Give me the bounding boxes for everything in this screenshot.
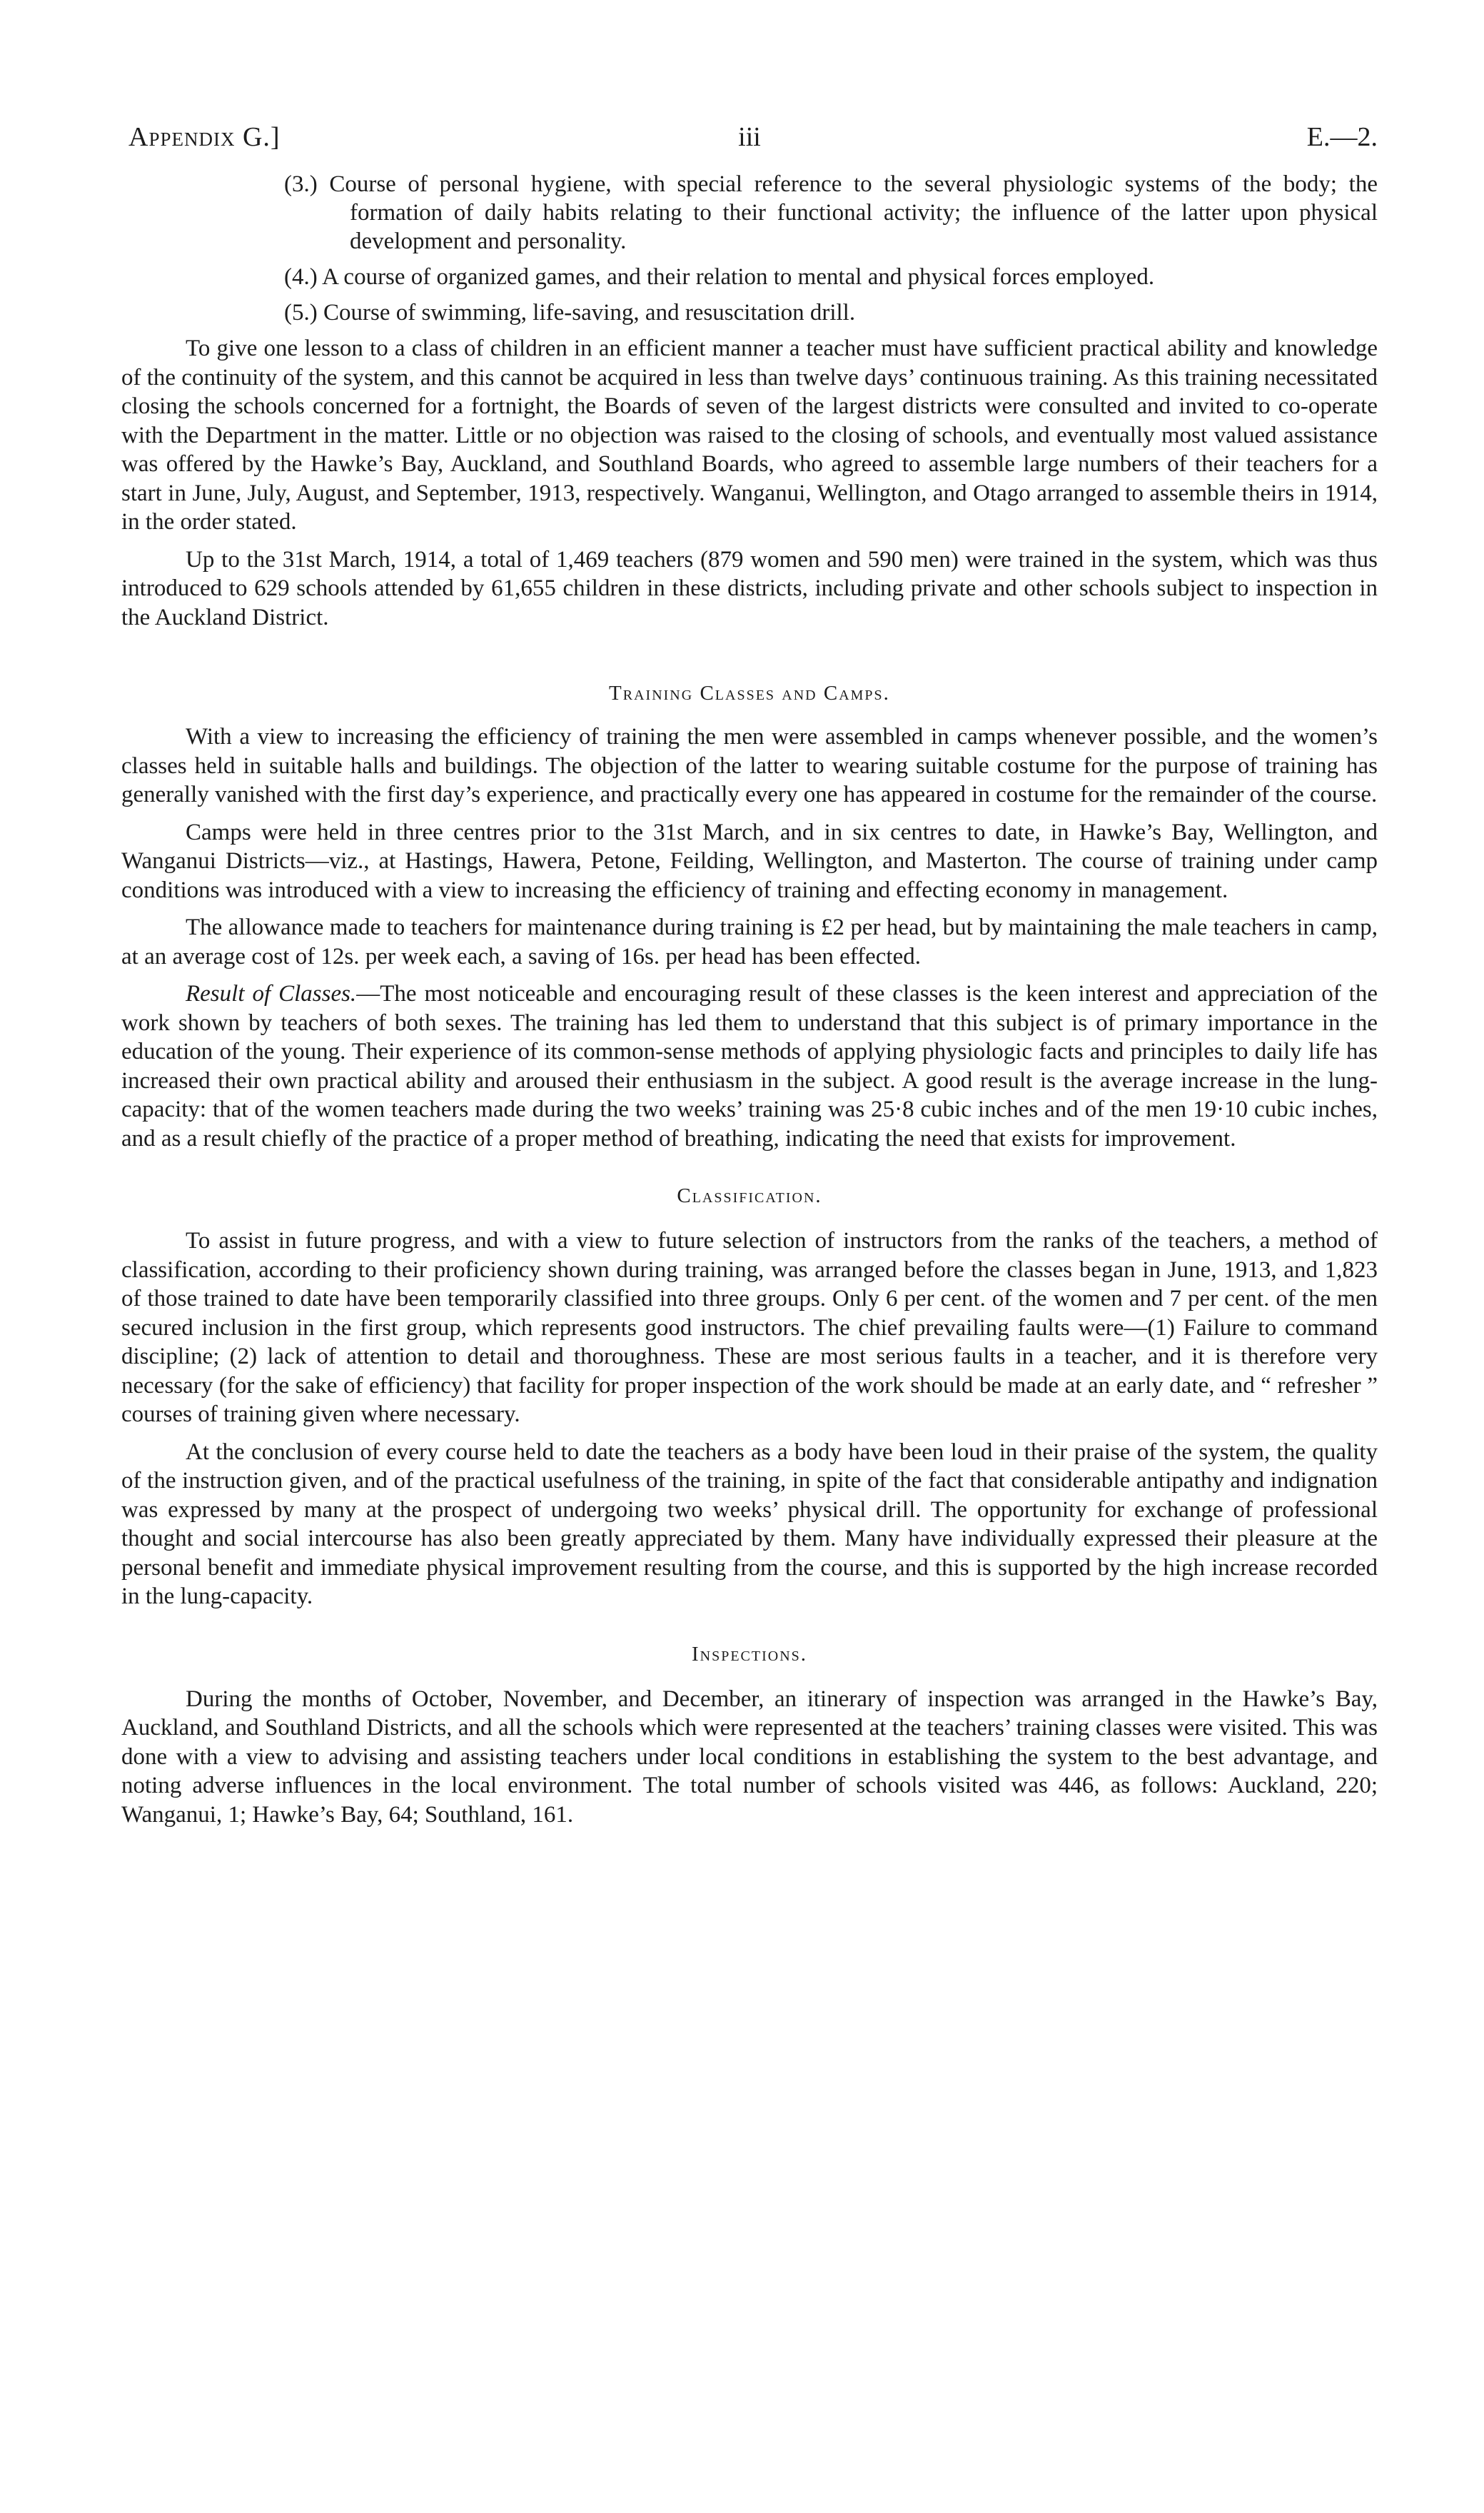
body-paragraph: At the conclusion of every course held to date the teachers as a body have been loud in their praise of the system, the quality of the instruction given, and of the practical usefulness of the training, in spite of the fact that considerable antipathy and indignation was expressed by many at the prospect of undergoing two weeks’ physical drill. The opportunity for exchange of professional thought and social intercourse has also been greatly appreciated by them. Many have individually expressed their pleasure at the personal benefit and immediate physical improvement resulting from the course, and this is supported by the high increase recorded in the lung-capacity.	[121, 1439, 1378, 1609]
document-page	[121, 107, 1378, 1838]
result-paragraph	[121, 979, 1378, 1153]
body-paragraph: Up to the 31st March, 1914, a total of 1,469 teachers (879 women and 590 men) were trained in the system, which was thus introduced to 629 schools attended by 61,655 children in these districts, including private and other schools subject to inspection in the Auckland District.	[121, 546, 1378, 630]
appendix-label: Appendix G.]	[128, 122, 281, 152]
list-item: (3.) Course of personal hygiene, with special reference to the several physiologic systems of the body; the formation of daily habits relating to their functional activity; the influence of the latter upon physical development and personality.	[284, 171, 1378, 254]
section-heading-classification: Classification.	[677, 1184, 822, 1207]
run-in-heading: Result of Classes.	[186, 981, 357, 1007]
document-reference: E.—2.	[1306, 122, 1378, 152]
page-number: iii	[738, 122, 761, 152]
body-paragraph: The allowance made to teachers for maintenance during training is £2 per head, but by maintaining the male teachers in camp, at an average cost of 12s. per week each, a saving of 16s. per head has been effected.	[121, 915, 1378, 970]
section-heading-inspections: Inspections.	[691, 1642, 808, 1666]
section-heading-training: Training Classes and Camps.	[609, 682, 890, 705]
list-item: (5.) Course of swimming, life-saving, and resuscitation drill.	[284, 300, 856, 326]
course-list	[121, 170, 1378, 327]
result-text: —The most noticeable and encouraging result of these classes is the keen interest and appreciation of the work shown by teachers of both sexes. The training has led them to understand that this subject is of primary importance in the education of the young. Their experience of its common-sense methods of applying physiologic facts and principles to daily life has increased their own practical ability and aroused their enthusiasm in the subject. A good result is the average increase in the lung-capacity: that of the women teachers made during the two weeks’ training was 25·8 cubic inches and of the men 19·10 cubic inches, and as a result chiefly of the practice of a proper method of breathing, indicating the need that exists for improvement.	[121, 981, 1378, 1152]
body-paragraph: During the months of October, November, and December, an itinerary of inspection was arranged in the Hawke’s Bay, Auckland, and Southland Districts, and all the schools which were represented at the teachers’ training classes were visited. This was done with a view to advising and assisting teachers under local conditions in establishing the system to the best advantage, and noting adverse influences in the local environment. The total number of schools visited was 446, as follows: Auckland, 220; Wanganui, 1; Hawke’s Bay, 64; Southland, 161.	[121, 1686, 1378, 1828]
body-paragraph: With a view to increasing the efficiency of training the men were assembled in camps whenever possible, and the women’s classes held in suitable halls and buildings. The objection of the latter to wearing suitable costume for the purpose of training has generally vanished with the first day’s experience, and practically every one has appeared in costume for the remainder of the course.	[121, 724, 1378, 807]
body-paragraph: To assist in future progress, and with a view to future selection of instructors from the ranks of the teachers, a method of classification, according to their proficiency shown during training, was arranged before the classes began in June, 1913, and 1,823 of those trained to date have been temporarily classified into three groups. Only 6 per cent. of the women and 7 per cent. of the men secured inclusion in the first group, which represents good instructors. The chief prevailing faults were—(1) Failure to command discipline; (2) lack of attention to detail and thoroughness. These are most serious faults in a teacher, and it is therefore very necessary (for the sake of efficiency) that facility for proper inspection of the work should be made at an early date, and “ refresher ” courses of training given where necessary.	[121, 1228, 1378, 1427]
body-paragraph: To give one lesson to a class of children in an efficient manner a teacher must have sufficient practical ability and knowledge of the continuity of the system, and this cannot be acquired in less than twelve days’ continuous training. As this training necessitated closing the schools concerned for a fortnight, the Boards of seven of the largest districts were consulted and invited to co-operate with the Department in the matter. Little or no objection was raised to the closing of schools, and eventually most valued assistance was offered by the Hawke’s Bay, Auckland, and Southland Boards, who agreed to assemble large numbers of their teachers for a start in June, July, August, and September, 1913, respectively. Wanganui, Wellington, and Otago arranged to assemble theirs in 1914, in the order stated.	[121, 336, 1378, 535]
running-header	[121, 107, 1378, 157]
body-paragraph: Camps were held in three centres prior to the 31st March, and in six centres to date, in Hawke’s Bay, Wellington, and Wanganui Districts—viz., at Hastings, Hawera, Petone, Feilding, Wellington, and Masterton. The course of training under camp conditions was introduced with a view to increasing the efficiency of training and effecting economy in management.	[121, 819, 1378, 903]
list-item: (4.) A course of organized games, and their relation to mental and physical forces employed.	[284, 264, 1155, 290]
